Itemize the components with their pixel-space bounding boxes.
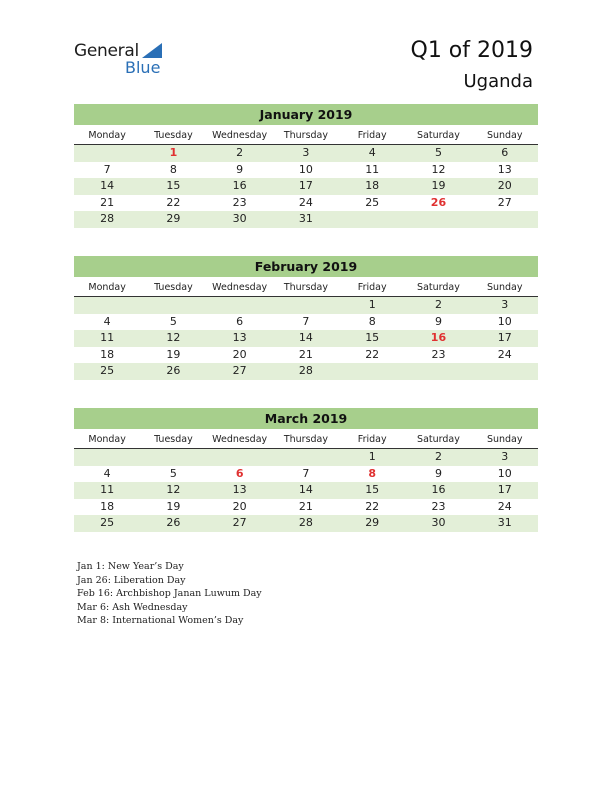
week-row [74,162,538,179]
weekday-header-row [74,431,538,449]
weekday-label: Friday [357,130,387,141]
day-cell: 10 [497,314,512,328]
day-cell [405,211,471,228]
day-cell: 16 [431,483,446,496]
day-cell: 26 [166,516,181,529]
week-row [74,363,538,380]
day-cell: 17 [298,179,313,192]
weekday-label: Tuesday [154,434,193,445]
holiday-day-cell: 16 [430,331,447,344]
week-row [74,499,538,516]
day-cell: 22 [166,195,181,209]
day-cell: 4 [368,146,376,159]
day-cell: 1 [368,298,376,311]
day-cell: 11 [365,162,380,176]
day-cell [273,449,339,466]
day-cell [74,449,140,466]
day-cell: 6 [501,146,509,159]
day-cell: 20 [232,347,247,361]
day-cell: 15 [166,179,181,192]
week-row [74,297,538,314]
day-cell: 13 [232,483,247,496]
day-cell: 19 [431,179,446,192]
day-cell: 12 [166,331,181,344]
weekday-label: Tuesday [154,130,193,141]
holiday-day-cell: 6 [235,466,244,480]
day-cell: 23 [431,347,446,361]
weekday-label: Thursday [283,130,329,141]
weekday-label: Wednesday [212,434,268,445]
day-cell: 27 [232,364,247,377]
day-cell: 9 [434,466,442,480]
day-cell: 28 [298,516,313,529]
weekday-label: Monday [88,434,126,445]
weekday-label: Sunday [486,130,523,141]
day-cell: 8 [169,162,177,176]
holiday-note: Jan 1: New Year’s Day [77,561,184,572]
day-cell: 12 [166,483,181,496]
day-cell: 9 [236,162,244,176]
day-cell: 25 [100,364,115,377]
day-cell: 9 [434,314,442,328]
weekday-label: Thursday [283,434,329,445]
day-cell: 22 [365,499,380,513]
day-cell: 7 [103,162,111,176]
holiday-day-cell: 1 [169,146,178,159]
day-cell [140,449,206,466]
day-cell: 1 [368,450,376,463]
holiday-note: Feb 16: Archbishop Janan Luwum Day [77,588,262,599]
weekday-label: Thursday [283,282,329,293]
page-title: Q1 of 2019 [410,38,533,63]
month-title: March 2019 [74,408,538,429]
day-cell: 4 [103,466,111,480]
day-cell: 25 [100,516,115,529]
day-cell: 24 [497,347,512,361]
day-cell: 28 [298,364,313,377]
day-cell: 17 [497,483,512,496]
day-cell: 31 [298,212,313,225]
day-cell: 11 [100,483,115,496]
day-cell [339,211,405,228]
week-row [74,178,538,195]
week-row [74,330,538,347]
weekday-label: Tuesday [154,282,193,293]
day-cell [74,145,140,162]
day-cell: 15 [365,483,380,496]
day-cell: 12 [431,162,446,176]
page-subtitle: Uganda [463,71,533,92]
week-row [74,466,538,483]
day-cell: 13 [497,162,512,176]
day-cell: 22 [365,347,380,361]
day-cell: 2 [434,450,442,463]
week-row [74,482,538,499]
month-block [74,408,538,532]
day-cell: 3 [501,298,509,311]
weekday-label: Monday [88,130,126,141]
weekday-label: Saturday [417,434,460,445]
holiday-notes [77,560,262,628]
month-title: January 2019 [74,104,538,125]
logo-text-blue: Blue [125,58,161,77]
day-cell: 21 [298,499,313,513]
day-cell: 5 [169,466,177,480]
holiday-day-cell: 8 [368,466,377,480]
weekday-label: Wednesday [212,282,268,293]
month-title: February 2019 [74,256,538,277]
day-cell [207,297,273,314]
day-cell: 10 [497,466,512,480]
day-cell: 26 [166,364,181,377]
day-cell: 4 [103,314,111,328]
day-cell: 6 [236,314,244,328]
holiday-note: Mar 8: International Women’s Day [77,615,244,626]
day-cell: 18 [100,347,115,361]
weekday-label: Sunday [486,434,523,445]
day-cell: 3 [501,450,509,463]
day-cell [472,363,538,380]
month-block [74,256,538,380]
day-cell: 24 [497,499,512,513]
day-cell: 30 [431,516,446,529]
weekday-label: Saturday [417,130,460,141]
day-cell: 14 [298,331,313,344]
brand-logo [74,41,174,77]
day-cell: 23 [232,195,247,209]
weekday-header-row [74,127,538,145]
day-cell [273,297,339,314]
day-cell: 5 [434,146,442,159]
logo-triangle-icon [142,43,162,58]
weekday-header-row [74,279,538,297]
day-cell [339,363,405,380]
holiday-note: Jan 26: Liberation Day [77,574,186,586]
day-cell: 28 [100,212,115,225]
weekday-label: Saturday [417,282,460,293]
day-cell: 19 [166,347,181,361]
weekday-label: Sunday [486,282,523,293]
day-cell: 3 [302,146,310,159]
day-cell: 16 [232,179,247,192]
week-row [74,515,538,532]
day-cell: 7 [302,466,310,480]
day-cell: 13 [232,331,247,344]
day-cell [472,211,538,228]
logo-text-general: General [74,41,139,61]
week-row [74,347,538,364]
day-cell: 15 [365,331,380,344]
day-cell: 25 [365,195,380,209]
day-cell: 11 [100,331,115,344]
weekday-label: Friday [357,434,387,445]
day-cell: 17 [497,331,512,344]
day-cell [405,363,471,380]
day-cell: 10 [298,162,313,176]
day-cell [74,297,140,314]
day-cell: 31 [497,516,512,529]
day-cell [207,449,273,466]
day-cell: 2 [434,298,442,311]
day-cell: 21 [100,195,115,209]
day-cell: 27 [232,516,247,529]
day-cell: 8 [368,314,376,328]
day-cell: 14 [100,179,115,192]
weekday-label: Wednesday [212,130,268,141]
weekday-label: Monday [88,282,126,293]
holiday-day-cell: 26 [430,195,447,209]
week-row [74,449,538,466]
day-cell: 19 [166,499,181,513]
day-cell: 29 [166,212,181,225]
day-cell: 30 [232,212,247,225]
weekday-label: Friday [357,282,387,293]
holiday-note: Mar 6: Ash Wednesday [77,601,188,613]
day-cell: 18 [365,179,380,192]
day-cell: 14 [298,483,313,496]
week-row [74,211,538,228]
day-cell: 20 [497,179,512,192]
day-cell: 27 [497,195,512,209]
day-cell: 2 [236,146,244,159]
day-cell: 7 [302,314,310,328]
day-cell: 23 [431,499,446,513]
day-cell: 29 [365,516,380,529]
day-cell: 21 [298,347,313,361]
day-cell [140,297,206,314]
week-row [74,314,538,331]
day-cell: 24 [298,195,313,209]
week-row [74,195,538,212]
day-cell: 18 [100,499,115,513]
day-cell: 20 [232,499,247,513]
day-cell: 5 [169,314,177,328]
week-row [74,145,538,162]
month-block [74,104,538,228]
